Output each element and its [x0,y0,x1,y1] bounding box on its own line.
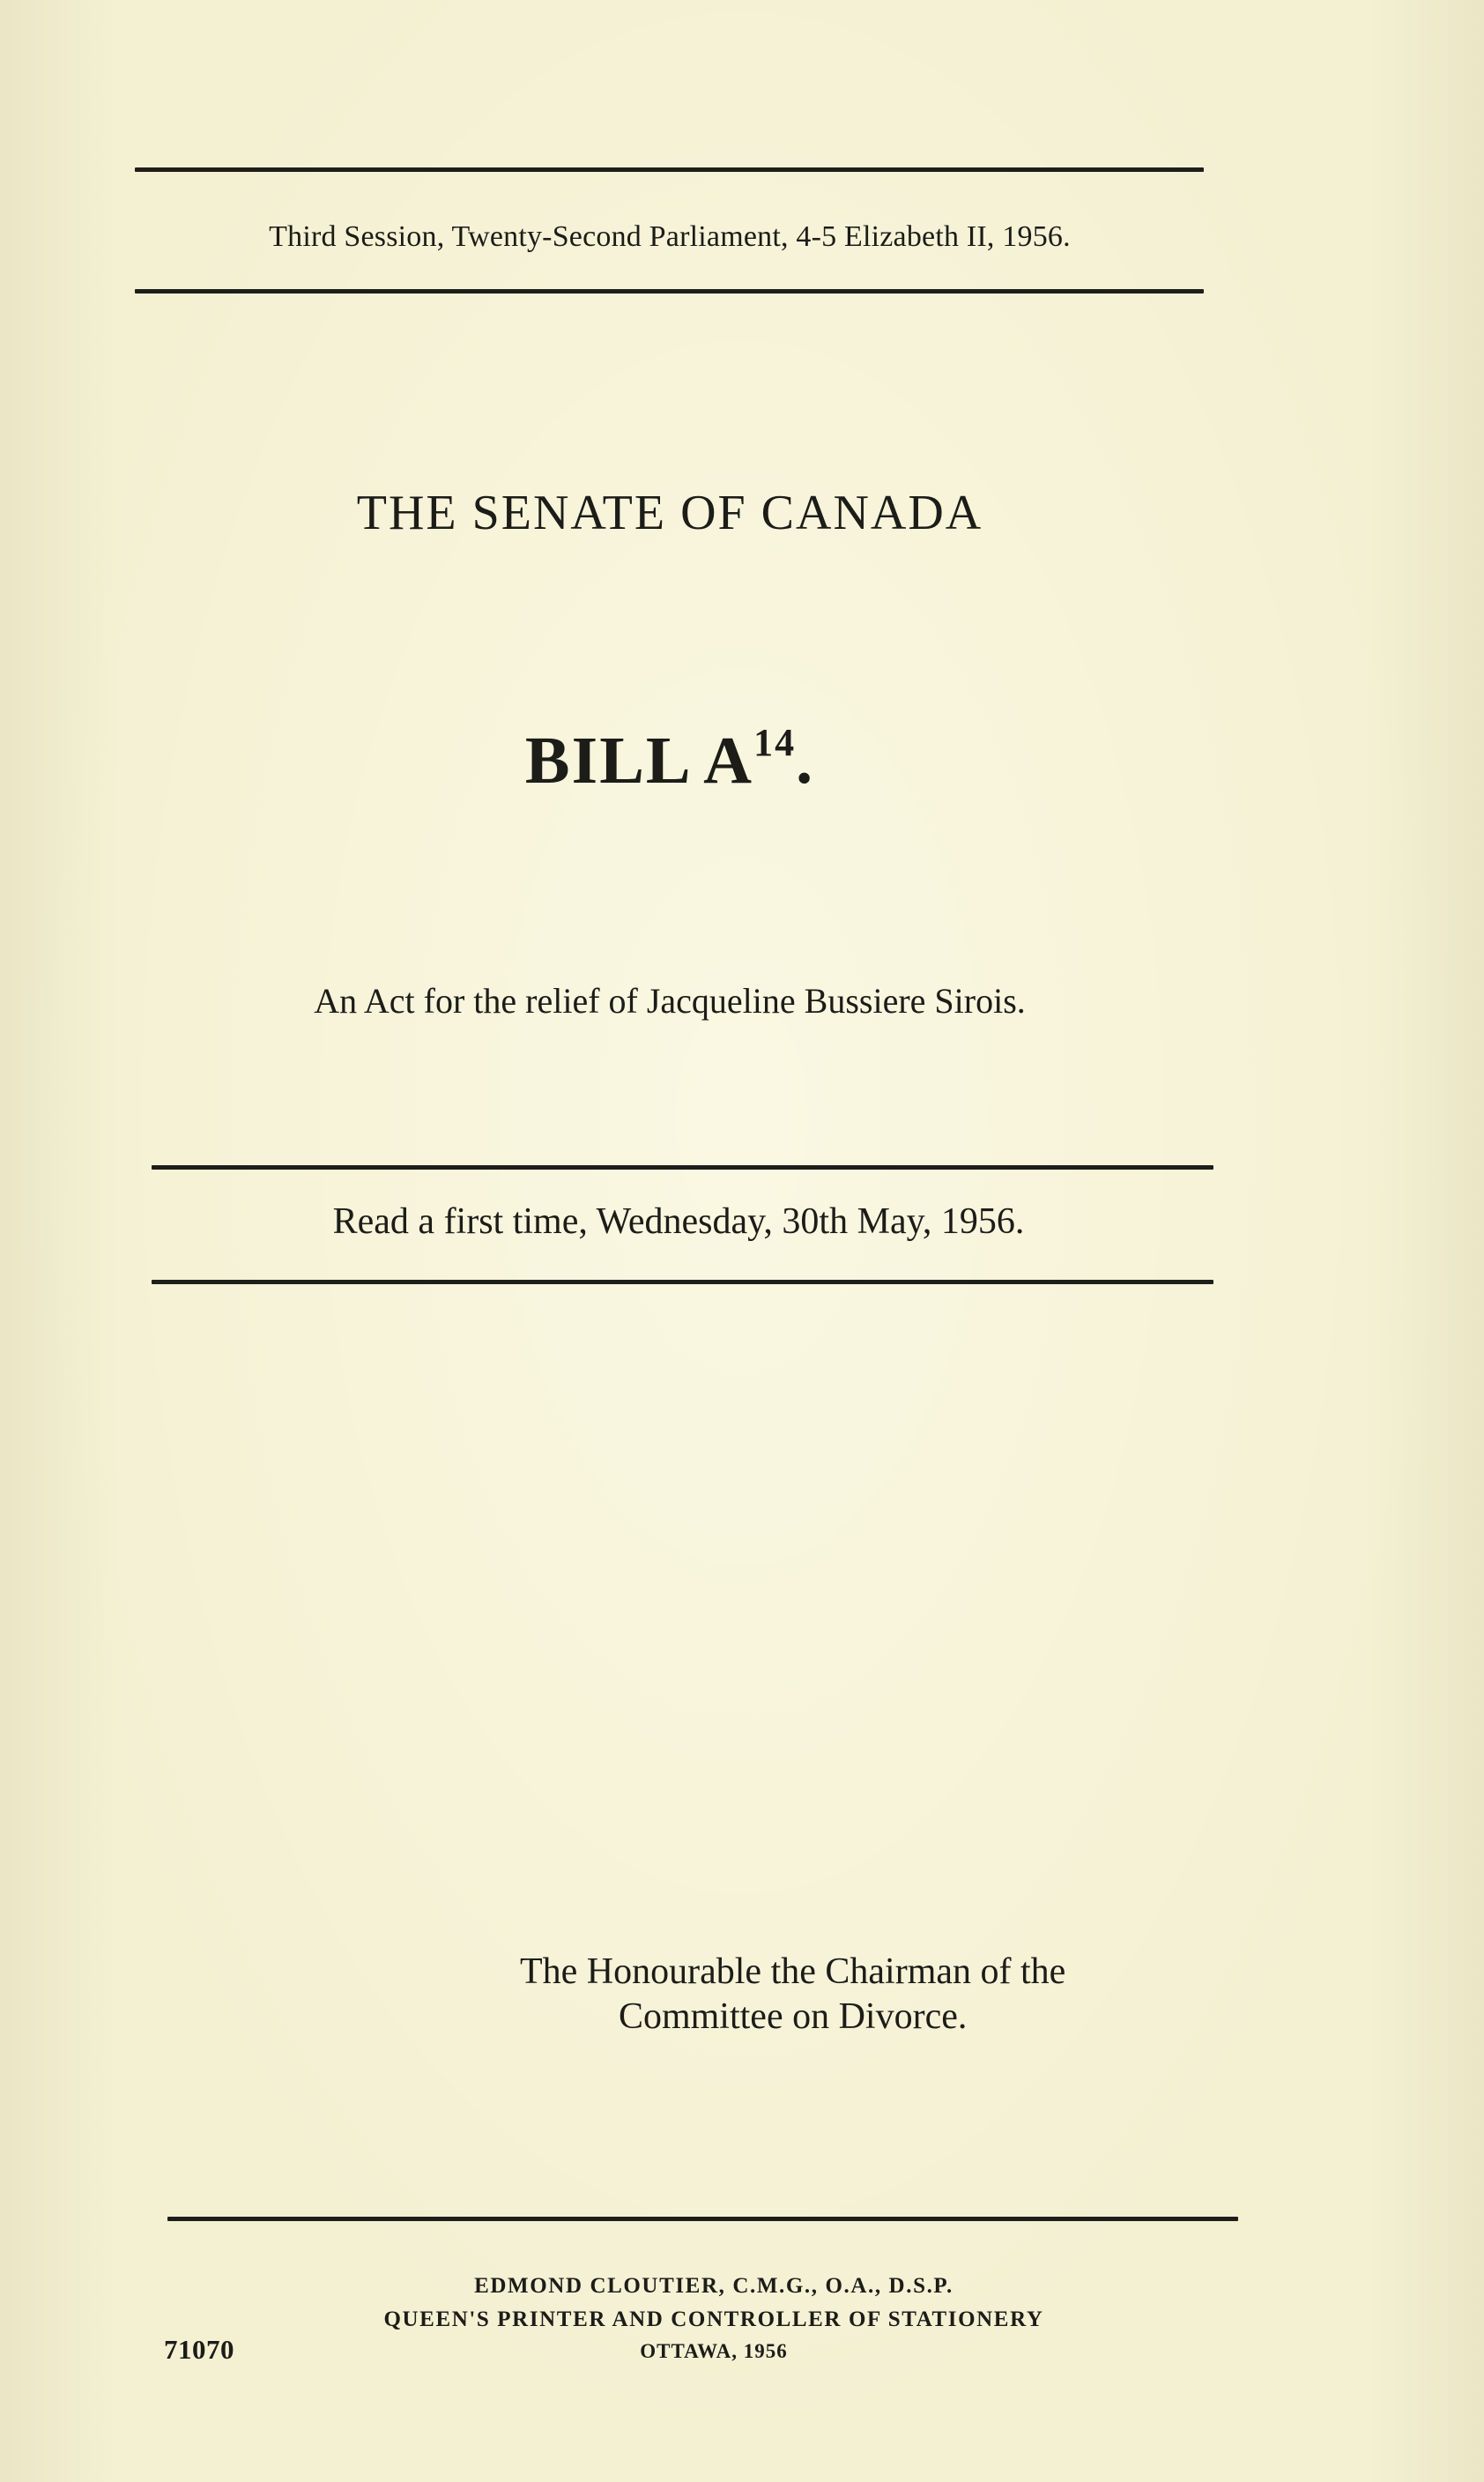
printer-block [291,2270,1137,2367]
document-number: 71070 [164,2334,234,2365]
top-rule-lower [135,289,1204,294]
session-line: Third Session, Twenty-Second Parliament, 4-5 Elizabeth II, 1956. [269,220,1071,253]
bleed-through-decoration [291,348,298,378]
bill-suffix: . [796,724,815,798]
printer-line-2: QUEEN'S PRINTER AND CONTROLLER OF STATIONERY [383,2307,1044,2331]
sponsor-line-1: The Honourable the Chairman of the [520,1951,1066,1992]
bleed-through-decoration [573,617,584,669]
printer-line-3: OTTAWA, 1956 [640,2340,788,2362]
sponsor-line-2: Committee on Divorce. [618,1996,968,2038]
reading-line: Read a first time, Wednesday, 30th May, 1956. [332,1201,1025,1242]
top-rule-upper [135,167,1204,172]
bill-prefix: BILL A [524,724,754,798]
bill-number [137,723,1203,799]
reading-rule-upper [152,1165,1213,1170]
bill-superscript: 14 [753,721,797,765]
reading-rule-lower [152,1280,1213,1284]
footer-rule [167,2217,1238,2221]
act-title: An Act for the relief of Jacqueline Bussiere Sirois. [314,981,1026,1021]
sponsor-block [520,1950,1065,2040]
senate-heading: THE SENATE OF CANADA [356,486,983,540]
printer-line-1: EDMOND CLOUTIER, C.M.G., O.A., D.S.P. [474,2274,953,2298]
